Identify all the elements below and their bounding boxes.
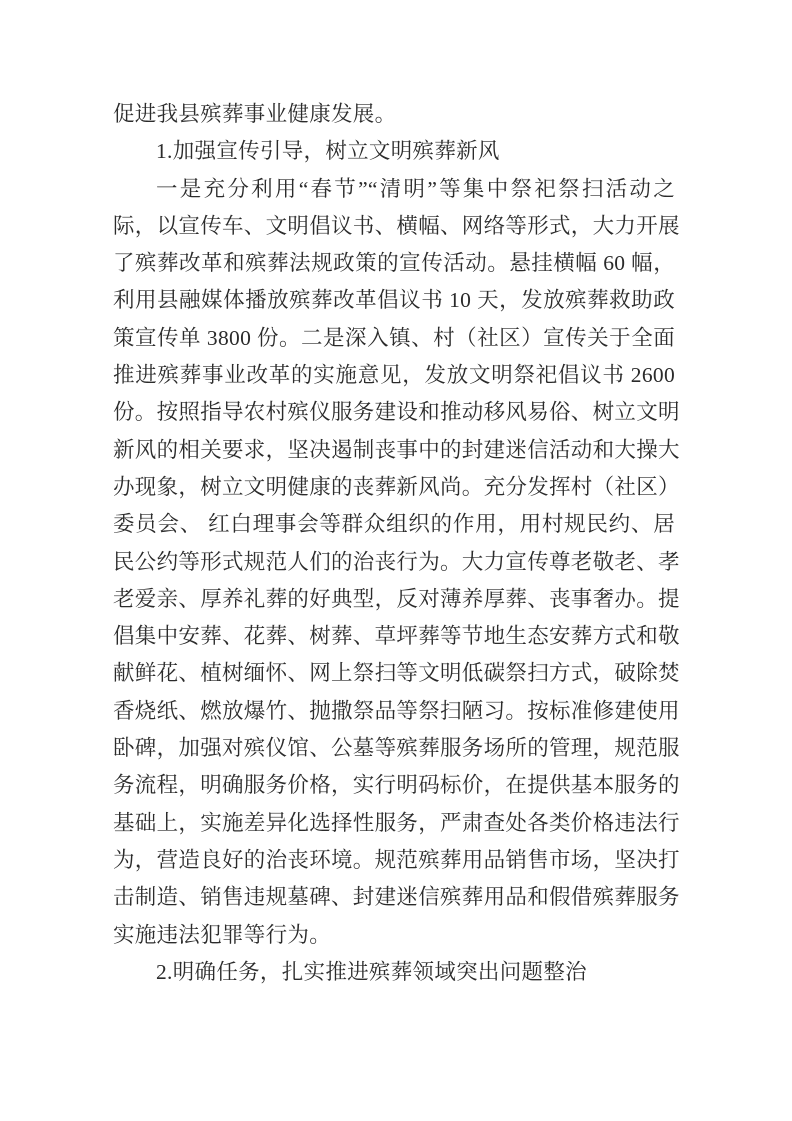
text-line: 新风的相关要求，坚决遏制丧事中的封建迷信活动和大操大: [113, 437, 680, 462]
document-body-text: [113, 96, 680, 991]
text-line: 一是充分利用“春节”“清明”等集中祭祀祭扫活动之: [156, 176, 675, 201]
text-line: 了殡葬改革和殡葬法规政策的宣传活动。悬挂横幅 60 幅，: [113, 251, 675, 276]
text-line: 份。按照指导农村殡仪服务建设和推动移风易俗、树立文明: [113, 400, 680, 425]
text-line: 促进我县殡葬事业健康发展。: [113, 102, 397, 126]
text-line: 办现象，树立文明健康的丧葬新风尚。充分发挥村（社区）: [113, 474, 680, 499]
text-line: 委员会、 红白理事会等群众组织的作用，用村规民约、居: [113, 512, 675, 537]
text-line: 香烧纸、燃放爆竹、抛撒祭品等祭扫陋习。按标准修建使用: [113, 698, 680, 723]
text-line: 基础上，实施差异化选择性服务，严肃查处各类价格违法行: [113, 810, 680, 835]
text-line: 献鲜花、植树缅怀、网上祭扫等文明低碳祭扫方式，破除焚: [113, 661, 680, 686]
text-line: 推进殡葬事业改革的实施意见，发放文明祭祀倡议书 2600: [113, 363, 675, 388]
text-line: 民公约等形式规范人们的治丧行为。大力宣传尊老敬老、孝: [113, 549, 680, 574]
text-line: 实施违法犯罪等行为。: [113, 922, 332, 947]
text-line: 务流程，明确服务价格，实行明码标价，在提供基本服务的: [113, 773, 680, 798]
text-line: 为，营造良好的治丧环境。规范殡葬用品销售市场，坚决打: [113, 847, 680, 872]
text-line: 际，以宣传车、文明倡议书、横幅、网络等形式，大力开展: [113, 213, 680, 238]
heading-section-1: 1.加强宣传引导，树立文明殡葬新风: [156, 139, 500, 164]
text-line: 倡集中安葬、花葬、树葬、草坪葬等节地生态安葬方式和敬: [113, 624, 680, 649]
text-line: 击制造、销售违规墓碑、封建迷信殡葬用品和假借殡葬服务: [113, 885, 680, 910]
text-line: 策宣传单 3800 份。二是深入镇、村（社区）宣传关于全面: [113, 325, 675, 350]
text-line: 卧碑，加强对殡仪馆、公墓等殡葬服务场所的管理，规范服: [113, 736, 680, 761]
text-line: 利用县融媒体播放殡葬改革倡议书 10 天，发放殡葬救助政: [113, 288, 675, 313]
heading-section-2: 2.明确任务，扎实推进殡葬领域突出问题整治: [156, 959, 587, 984]
text-line: 老爱亲、厚养礼葬的好典型，反对薄养厚葬、丧事奢办。提: [113, 586, 680, 611]
